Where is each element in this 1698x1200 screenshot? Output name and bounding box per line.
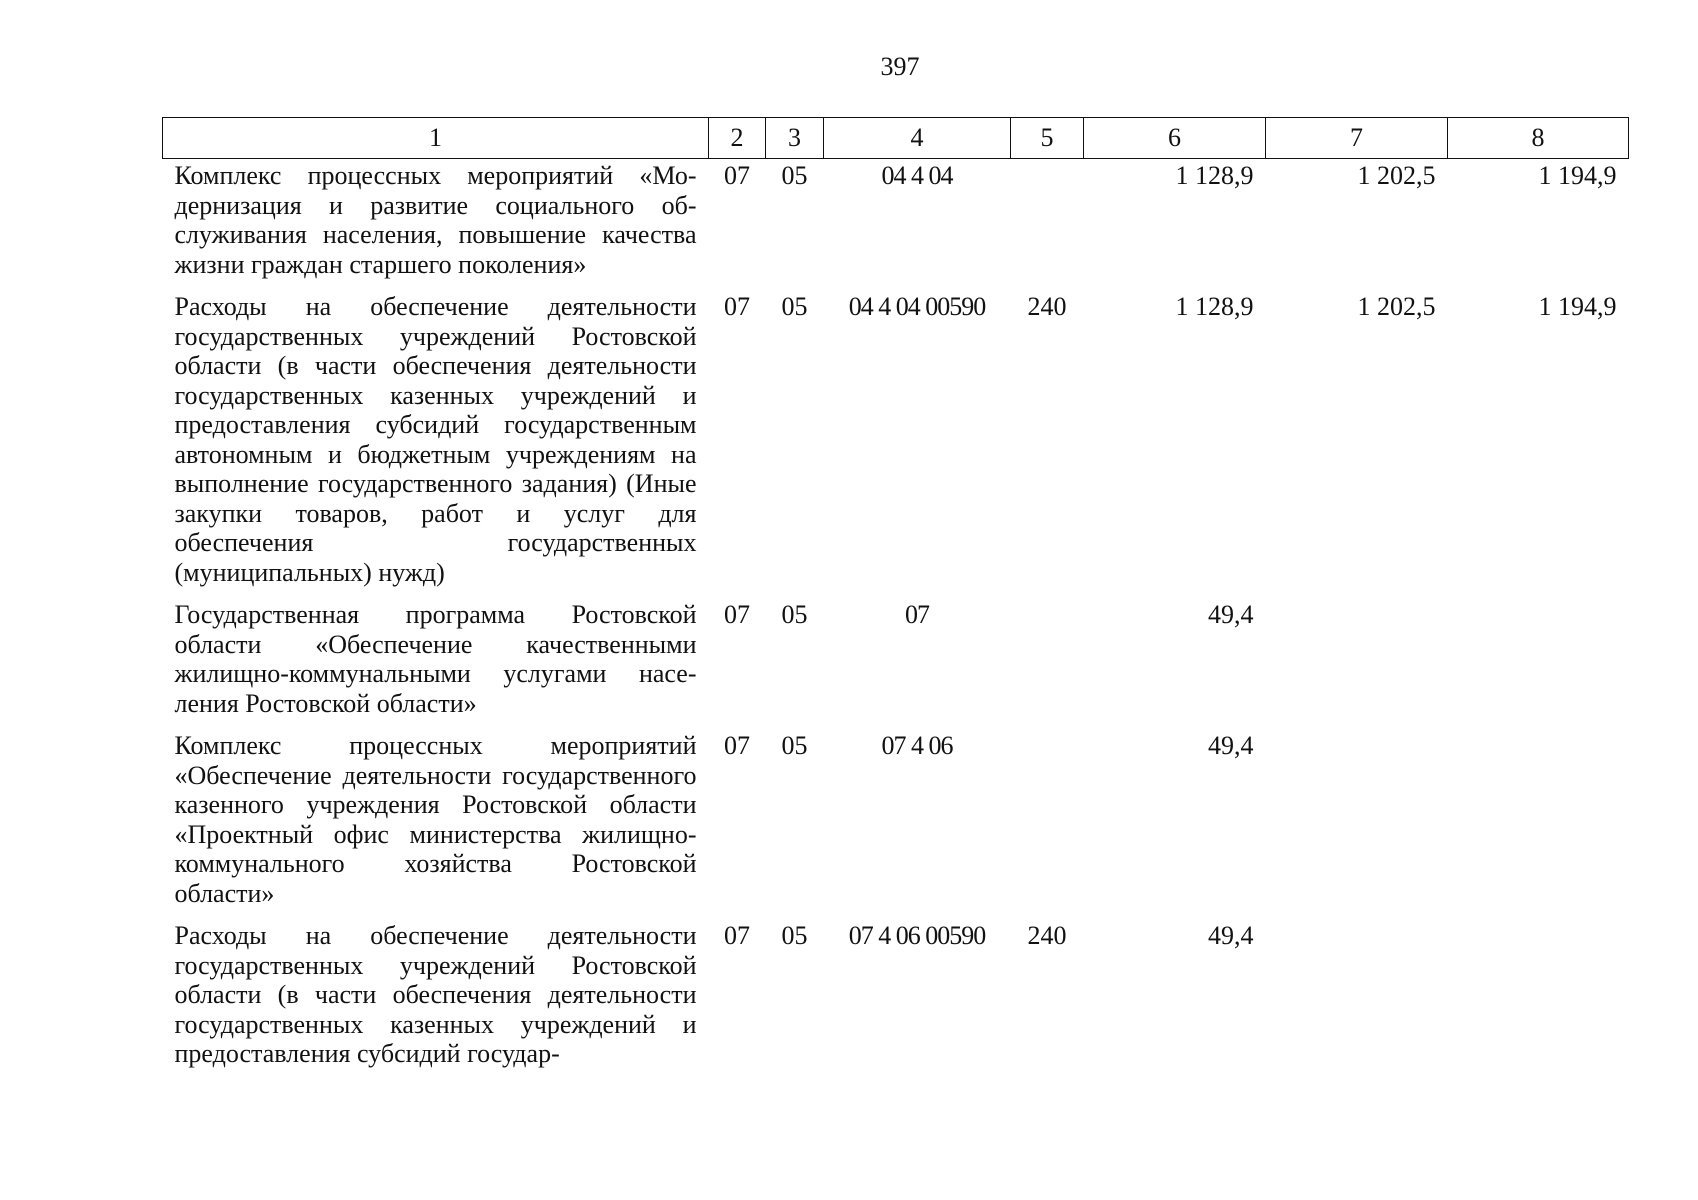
row-amount-col7: 1 202,5	[1357, 292, 1436, 321]
row-section: 07	[724, 921, 750, 950]
row-amount-col6: 1 128,9	[1175, 292, 1254, 321]
table-row	[163, 159, 1629, 293]
header-col-1: 1	[163, 118, 709, 159]
row-target-code: 07 4 06 00590	[848, 921, 986, 950]
row-description: Расходы на обеспечение деятельности государственных учреждений Ростовской области (в части обеспечения деятельности государственных казенных учреждений и предоставления субсидий государ-	[174, 921, 697, 1068]
row-section: 07	[724, 731, 750, 760]
row-section: 07	[724, 161, 750, 190]
table-row	[163, 921, 1629, 1082]
table-row	[163, 600, 1629, 731]
row-amount-col7: 1 202,5	[1357, 161, 1436, 190]
header-col-7: 7	[1266, 118, 1448, 159]
row-subsection: 05	[781, 600, 808, 629]
header-col-6: 6	[1084, 118, 1266, 159]
header-col-5: 5	[1011, 118, 1084, 159]
row-amount-col6: 49,4	[1208, 921, 1254, 950]
row-section: 07	[724, 600, 750, 629]
row-target-code: 04 4 04	[881, 161, 953, 190]
row-amount-col8	[1448, 731, 1629, 921]
header-row	[163, 118, 1629, 159]
row-expense-type	[1011, 731, 1084, 921]
header-col-2: 2	[709, 118, 766, 159]
budget-table	[162, 117, 1629, 1082]
row-expense-type: 240	[1027, 921, 1067, 950]
row-amount-col8	[1448, 600, 1629, 731]
row-amount-col8: 1 194,9	[1538, 292, 1617, 321]
row-subsection: 05	[781, 161, 808, 190]
header-col-4: 4	[824, 118, 1011, 159]
row-amount-col8	[1448, 921, 1629, 1082]
row-amount-col7	[1266, 921, 1448, 1082]
row-expense-type	[1011, 600, 1084, 731]
row-target-code: 04 4 04 00590	[848, 292, 986, 321]
table-row	[163, 731, 1629, 921]
row-description: Комплекс процессных мероприятий «Обеспечение деятельности государственного казенного учреждения Ростовской области «Проектный офис министерства жилищно-коммунального хозяйства Ростовской области»	[174, 731, 697, 908]
row-description: Комплекс процессных мероприятий «Модернизация и развитие социального обслуживания населения, повышение качества жизни граждан старшего поколения»	[174, 161, 697, 279]
row-description: Расходы на обеспечение деятельности государственных учреждений Ростовской области (в части обеспечения деятельности государственных казенных учреждений и предоставления субсидий государственным автономным и бюджетным учреждениям на выполнение государственного задания) (Иные закупки товаров, работ и услуг для обеспечения государственных (муниципальных) нужд)	[174, 292, 697, 587]
row-amount-col6: 49,4	[1208, 600, 1254, 629]
row-amount-col6: 49,4	[1208, 731, 1254, 760]
header-col-3: 3	[766, 118, 824, 159]
row-amount-col8: 1 194,9	[1538, 161, 1617, 190]
row-subsection: 05	[781, 731, 808, 760]
table-body	[163, 159, 1629, 1082]
row-description: Государственная программа Ростовской области «Обеспечение качественными жилищно-коммунальными услугами населения Ростовской области»	[174, 600, 697, 718]
row-target-code: 07 4 06	[881, 731, 953, 760]
row-subsection: 05	[781, 292, 808, 321]
table-row	[163, 292, 1629, 600]
row-section: 07	[724, 292, 750, 321]
row-amount-col7	[1266, 600, 1448, 731]
row-expense-type	[1011, 159, 1084, 293]
row-amount-col6: 1 128,9	[1175, 161, 1254, 190]
page-number: 397	[880, 52, 920, 81]
row-subsection: 05	[781, 921, 808, 950]
header-col-8: 8	[1448, 118, 1629, 159]
row-amount-col7	[1266, 731, 1448, 921]
table-header	[163, 118, 1629, 159]
row-expense-type: 240	[1027, 292, 1067, 321]
row-target-code: 07	[905, 600, 929, 629]
